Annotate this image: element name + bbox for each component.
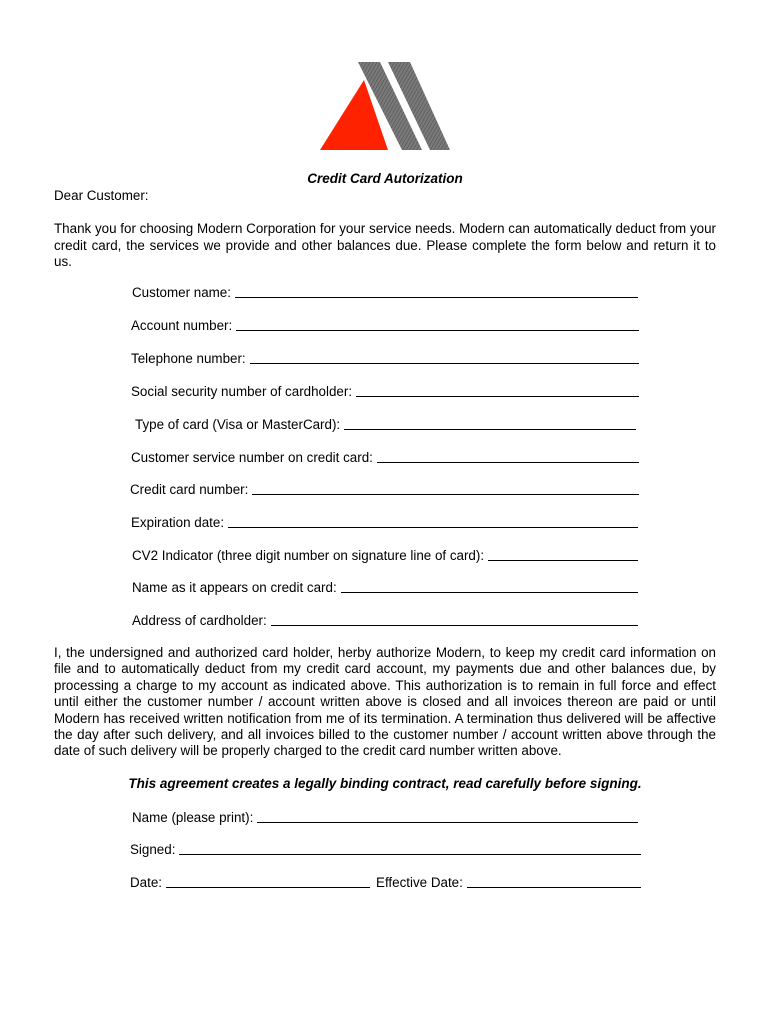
authorization-paragraph: I, the undersigned and authorized card holder, herby authorize Modern, to keep my credit card information on file and to automatically deduct from my credit card account, my payments due and other balances due, by processing a charge to my account as indicated above. This authorization is to remain in full force and effect until either the customer number / account written above is closed and all invoices thereon are paid or until Modern has received written notification from me of its termination. A termination thus delivered will be affective the day after such delivery, and all invoices billed to the customer number / account written above through the date of such delivery will be properly charged to the credit card number written above. (54, 645, 716, 759)
customer-name-field (132, 285, 638, 300)
card-type-label: Type of card (Visa or MasterCard): (135, 417, 341, 432)
date-label: Date: (130, 875, 163, 890)
card-type-input-line[interactable] (344, 417, 636, 430)
greeting: Dear Customer: (54, 188, 149, 203)
card-number-label: Credit card number: (130, 482, 249, 497)
signed-label: Signed: (130, 842, 176, 857)
card-type-field (135, 417, 636, 432)
card-number-input-line[interactable] (252, 482, 639, 495)
name-print-field (132, 810, 638, 825)
customer-name-label: Customer name: (132, 285, 231, 300)
name-on-card-label: Name as it appears on credit card: (132, 580, 337, 595)
expiration-date-field (131, 515, 638, 530)
customer-name-input-line[interactable] (235, 285, 638, 298)
address-field (132, 613, 638, 628)
ssn-label: Social security number of cardholder: (131, 384, 353, 399)
telephone-number-input-line[interactable] (250, 351, 639, 364)
ssn-input-line[interactable] (356, 384, 639, 397)
signed-field (130, 842, 641, 857)
date-input-line[interactable] (166, 875, 370, 888)
name-on-card-field (132, 580, 638, 595)
name-print-input-line[interactable] (257, 810, 638, 823)
cv2-field (132, 548, 638, 563)
telephone-number-label: Telephone number: (131, 351, 246, 366)
telephone-number-field (131, 351, 639, 366)
date-row (130, 875, 641, 890)
service-number-field (131, 450, 639, 465)
address-label: Address of cardholder: (132, 613, 267, 628)
expiration-date-label: Expiration date: (131, 515, 225, 530)
page-title: Credit Card Autorization (307, 171, 463, 186)
cv2-input-line[interactable] (488, 548, 638, 561)
service-number-label: Customer service number on credit card: (131, 450, 373, 465)
name-on-card-input-line[interactable] (341, 580, 638, 593)
card-number-field (130, 482, 639, 497)
effective-date-input-line[interactable] (467, 875, 641, 888)
legal-warning: This agreement creates a legally binding contract, read carefully before signing. (128, 776, 642, 791)
effective-date-label: Effective Date: (376, 875, 463, 890)
signature-input-line[interactable] (179, 842, 641, 855)
ssn-field (131, 384, 639, 399)
account-number-input-line[interactable] (236, 318, 639, 331)
account-number-field (131, 318, 639, 333)
address-input-line[interactable] (271, 613, 638, 626)
expiration-date-input-line[interactable] (228, 515, 638, 528)
modern-corporation-logo (318, 62, 452, 152)
cv2-label: CV2 Indicator (three digit number on signature line of card): (132, 548, 485, 563)
service-number-input-line[interactable] (377, 450, 639, 463)
intro-paragraph: Thank you for choosing Modern Corporation for your service needs. Modern can automatically deduct from your credit card, the services we provide and other balances due. Please complete the form below and return it to us. (54, 221, 716, 269)
name-print-label: Name (please print): (132, 810, 254, 825)
account-number-label: Account number: (131, 318, 233, 333)
